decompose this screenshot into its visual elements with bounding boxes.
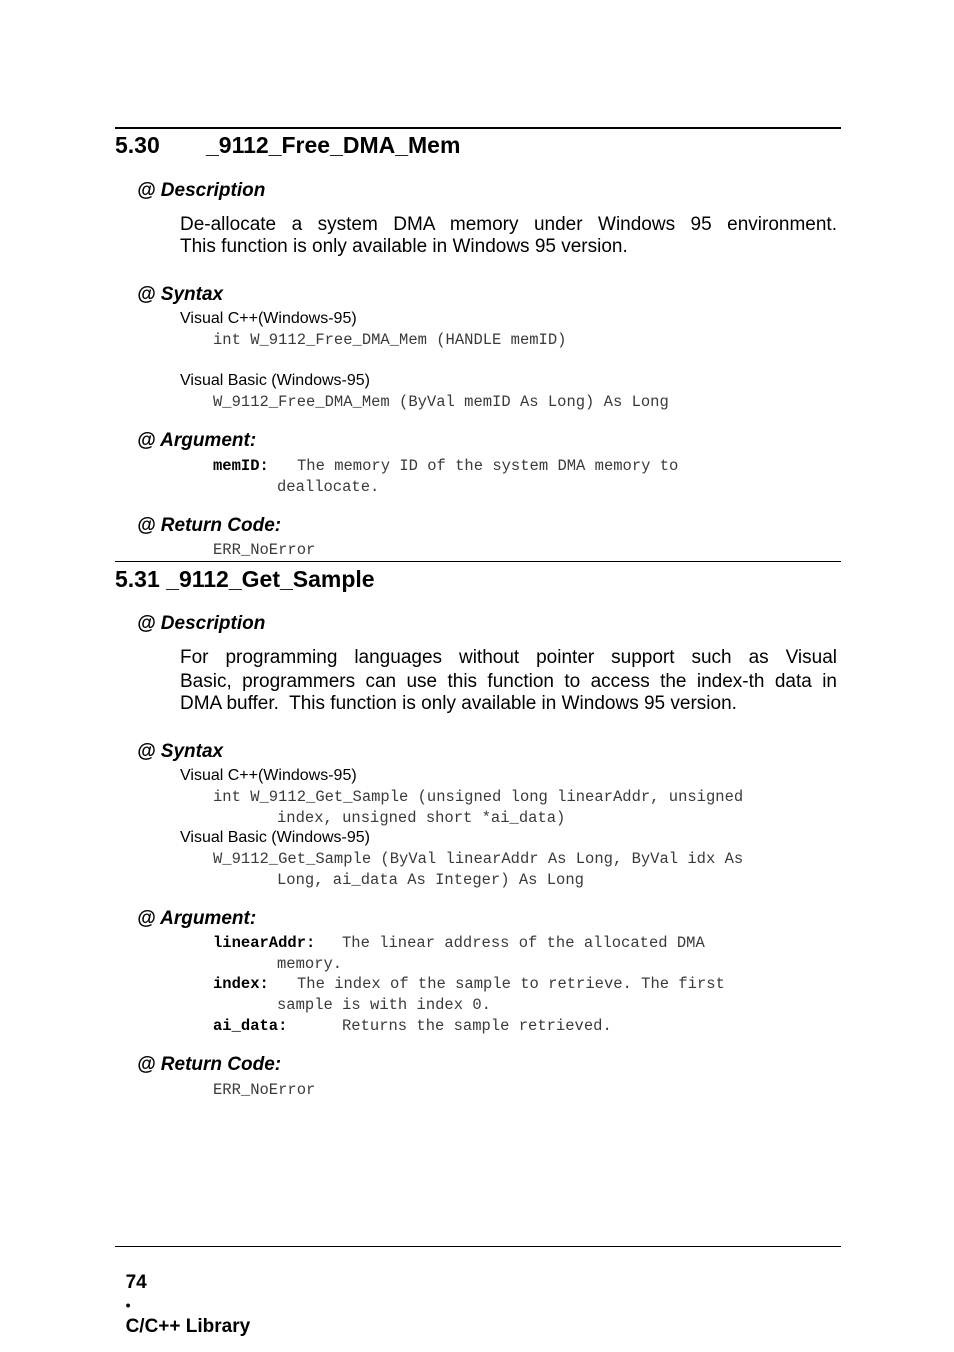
syntax-code-vc: index, unsigned short *ai_data) [277, 809, 566, 827]
description-text [180, 646, 837, 669]
description-line: This function is only available in Windows 95 version. [180, 236, 628, 257]
argument-heading: @ Argument: [137, 430, 257, 451]
return-code-heading: @ Return Code: [137, 515, 282, 536]
argument-heading: @ Argument: [137, 908, 257, 929]
syntax-label-vc: Visual C++(Windows-95) [180, 310, 357, 327]
syntax-label-vc: Visual C++(Windows-95) [180, 767, 357, 784]
description-heading: @ Description [137, 613, 266, 634]
bullet-icon: • [125, 1297, 131, 1313]
syntax-label-vb: Visual Basic (Windows-95) [180, 829, 370, 846]
description-heading: @ Description [137, 180, 266, 201]
argument-name-text: ai_data: [213, 1017, 288, 1035]
syntax-code-vc: int W_9112_Get_Sample (unsigned long linearAddr, unsigned [213, 788, 744, 806]
argument-name-text: index: [213, 975, 269, 993]
return-code-value: ERR_NoError [213, 1081, 316, 1099]
description-text [180, 213, 837, 236]
argument-name [213, 457, 269, 475]
argument-description: The linear address of the allocated DMA [342, 934, 705, 952]
description-line: Basic, programmers can use this function to access the index-th data in [180, 671, 837, 692]
footer [115, 1250, 250, 1338]
syntax-code-vb: W_9112_Get_Sample (ByVal linearAddr As Long, ByVal idx As [213, 850, 744, 868]
description-text [180, 670, 837, 693]
argument-name [213, 1017, 287, 1035]
footer-rule [115, 1246, 841, 1247]
top-rule [115, 127, 841, 129]
return-code-value: ERR_NoError [213, 541, 316, 559]
section-divider [115, 561, 841, 562]
footer-label: C/C++ Library [125, 1316, 251, 1337]
description-line: DMA buffer. This function is only available in Windows 95 version. [180, 693, 737, 714]
syntax-heading: @ Syntax [137, 741, 224, 762]
argument-description: memory. [277, 955, 343, 973]
section-title: 5.31 _9112_Get_Sample [115, 566, 375, 592]
argument-name [213, 975, 269, 993]
syntax-code-vc: int W_9112_Free_DMA_Mem (HANDLE memID) [213, 331, 567, 349]
argument-description: sample is with index 0. [277, 996, 491, 1014]
return-code-heading: @ Return Code: [137, 1054, 282, 1075]
argument-description: Returns the sample retrieved. [342, 1017, 612, 1035]
argument-name-text: linearAddr: [213, 934, 316, 952]
syntax-heading: @ Syntax [137, 284, 224, 305]
section-number: 5.30 [115, 132, 160, 158]
argument-description: The index of the sample to retrieve. The first [297, 975, 725, 993]
page-number: 74 [125, 1272, 147, 1293]
syntax-label-vb: Visual Basic (Windows-95) [180, 372, 370, 389]
argument-name-text: memID: [213, 457, 269, 475]
syntax-code-vb: Long, ai_data As Integer) As Long [277, 871, 584, 889]
syntax-code-vb: W_9112_Free_DMA_Mem (ByVal memID As Long) As Long [213, 393, 669, 411]
argument-description: The memory ID of the system DMA memory to [297, 457, 679, 475]
description-line: De-allocate a system DMA memory under Windows 95 environment. [180, 214, 837, 235]
argument-name [213, 934, 315, 952]
argument-description: deallocate. [277, 478, 380, 496]
section-title: _9112_Free_DMA_Mem [206, 132, 461, 158]
description-line: For programming languages without pointer support such as Visual [180, 647, 837, 668]
